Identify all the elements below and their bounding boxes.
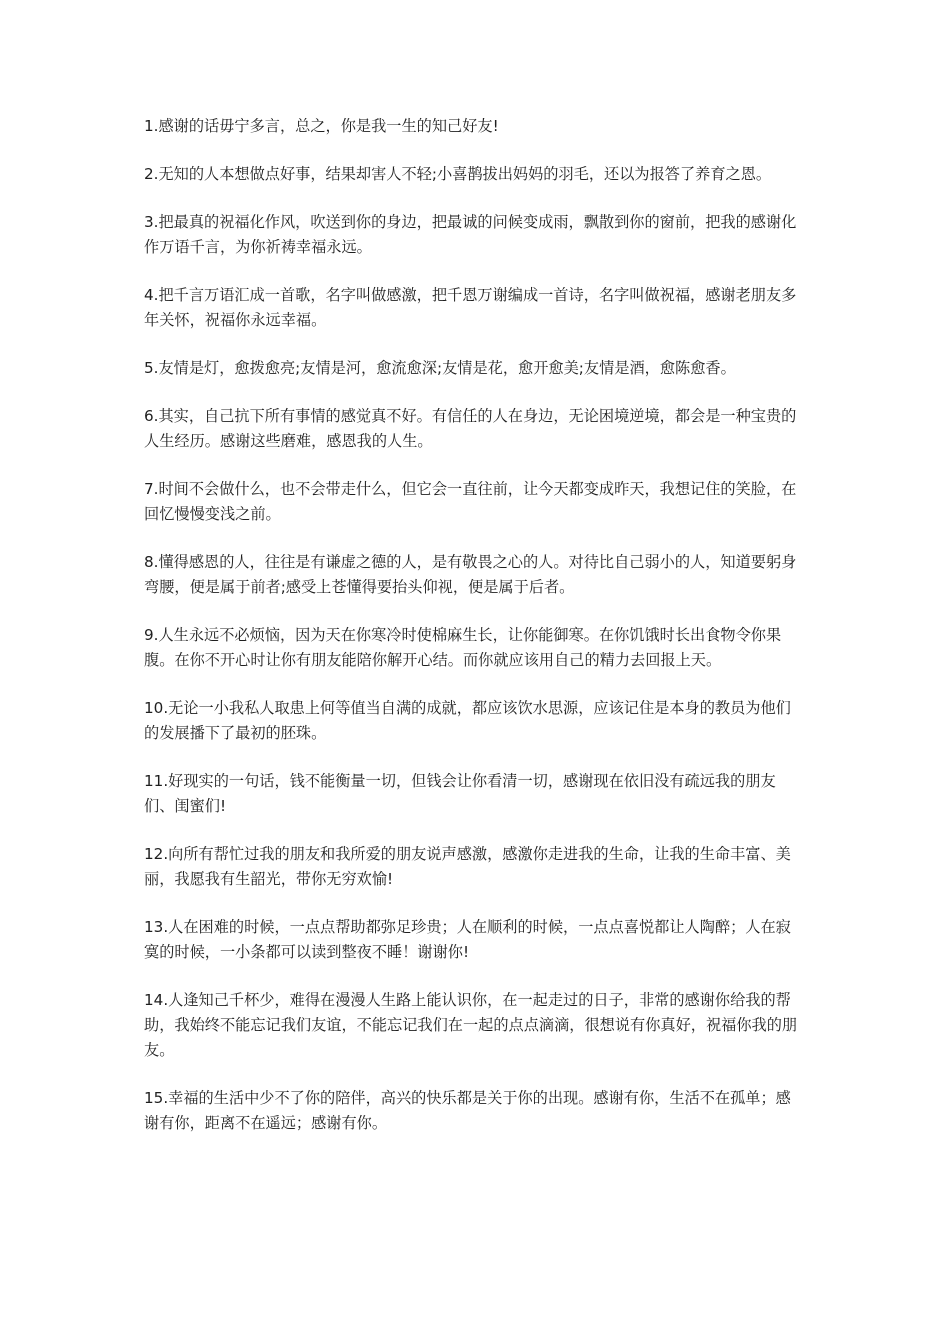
paragraph-6: 6.其实，自己抗下所有事情的感觉真不好。有信任的人在身边，无论困境逆境，都会是一种宝贵的人生经历。感谢这些磨难，感恩我的人生。 <box>144 407 797 450</box>
paragraph-2: 2.无知的人本想做点好事，结果却害人不轻;小喜鹊拔出妈妈的羽毛，还以为报答了养育之恩。 <box>144 165 772 183</box>
paragraph-14: 14.人逢知己千杯少，难得在漫漫人生路上能认识你，在一起走过的日子，非常的感谢你给我的帮助，我始终不能忘记我们友谊，不能忘记我们在一起的点点滴滴，很想说有你真好，祝福你我的朋友。 <box>144 991 798 1059</box>
paragraph-1: 1.感谢的话毋宁多言，总之，你是我一生的知己好友! <box>144 117 499 135</box>
document-body <box>144 114 806 1159</box>
paragraph-10: 10.无论一小我私人取患上何等值当自满的成就，都应该饮水思源，应该记住是本身的教员为他们的发展播下了最初的胚珠。 <box>144 699 791 742</box>
paragraph-9: 9.人生永远不必烦恼，因为天在你寒冷时使棉麻生长，让你能御寒。在你饥饿时长出食物令你果腹。在你不开心时让你有朋友能陪你解开心结。而你就应该用自己的精力去回报上天。 <box>144 626 782 669</box>
paragraph-3: 3.把最真的祝福化作风，吹送到你的身边，把最诚的问候变成雨，飘散到你的窗前，把我的感谢化作万语千言，为你祈祷幸福永远。 <box>144 213 797 256</box>
paragraph-8: 8.懂得感恩的人，往往是有谦虚之德的人，是有敬畏之心的人。对待比自己弱小的人，知道要躬身弯腰，便是属于前者;感受上苍懂得要抬头仰视，便是属于后者。 <box>144 553 797 596</box>
paragraph-4: 4.把千言万语汇成一首歌，名字叫做感激，把千恩万谢编成一首诗，名字叫做祝福，感谢老朋友多年关怀，祝福你永远幸福。 <box>144 286 797 329</box>
paragraph-11: 11.好现实的一句话，钱不能衡量一切，但钱会让你看清一切，感谢现在依旧没有疏远我的朋友们、闺蜜们! <box>144 772 776 815</box>
paragraph-5: 5.友情是灯，愈拨愈亮;友情是河，愈流愈深;友情是花，愈开愈美;友情是酒，愈陈愈香。 <box>144 359 736 377</box>
paragraph-15: 15.幸福的生活中少不了你的陪伴，高兴的快乐都是关于你的出现。感谢有你，生活不在孤单；感谢有你，距离不在遥远；感谢有你。 <box>144 1089 791 1132</box>
paragraph-13: 13.人在困难的时候，一点点帮助都弥足珍贵；人在顺利的时候，一点点喜悦都让人陶醉；人在寂寞的时候，一小条都可以读到整夜不睡！谢谢你! <box>144 918 791 961</box>
paragraph-12: 12.向所有帮忙过我的朋友和我所爱的朋友说声感激，感激你走进我的生命，让我的生命丰富、美丽，我愿我有生韶光，带你无穷欢愉! <box>144 845 791 888</box>
paragraph-7: 7.时间不会做什么，也不会带走什么，但它会一直往前，让今天都变成昨天，我想记住的笑脸，在回忆慢慢变浅之前。 <box>144 480 797 523</box>
